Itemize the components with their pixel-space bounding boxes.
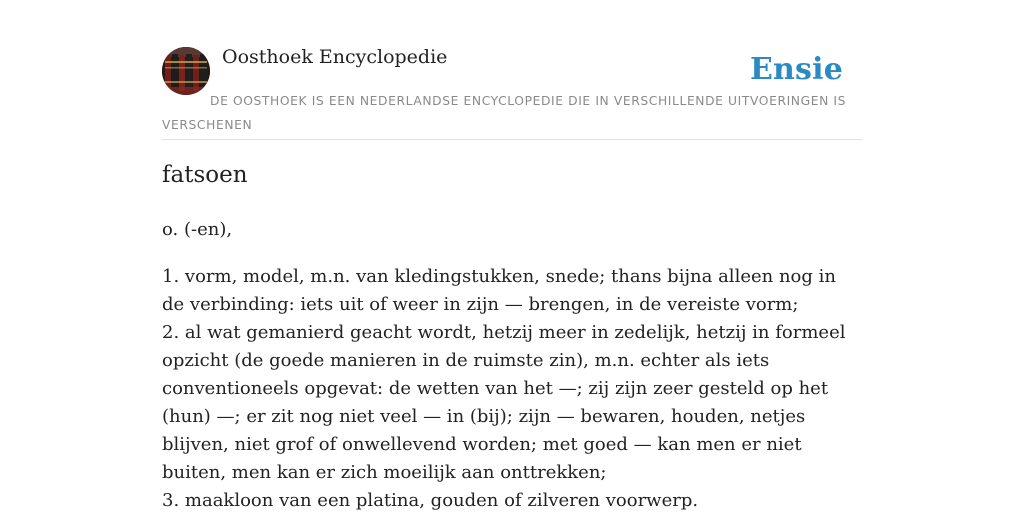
page-container (162, 0, 862, 512)
header-divider (162, 139, 862, 140)
books-icon[interactable] (162, 47, 210, 95)
site-title-link[interactable]: Oosthoek Encyclopedie (222, 46, 448, 68)
definition-sense-2: 2. al wat gemanierd geacht wordt, hetzij meer in zedelijk, hetzij in formeel opzicht (de goede manieren in de ruimste zin), m.n. echter als iets conventioneels opgevat: de wetten van het —; zij zijn zeer gesteld op het (hun) —; er zit nog niet veel — in (bij); zijn — bewaren, houden, netjes blijven, niet grof of onwellevend worden; met goed — kan men er niet buiten, men kan er zich moeilijk aan onttrekken; (162, 322, 846, 483)
entry-headword: fatsoen (162, 162, 248, 188)
definition-sense-3: 3. maakloon van een platina, gouden of zilveren voorwerp. (162, 490, 699, 511)
definition-sense-1: 1. vorm, model, m.n. van kledingstukken, snede; thans bijna alleen nog in de verbinding: iets uit of weer in zijn — brengen, in de vereiste vorm; (162, 266, 836, 315)
site-tagline: DE OOSTHOEK IS EEN NEDERLANDSE ENCYCLOPEDIE DIE IN VERSCHILLENDE UITVOERINGEN IS VERSCHENEN (162, 94, 847, 132)
brand-logo-link[interactable]: Ensie (749, 52, 843, 87)
entry-definition (162, 263, 862, 512)
entry-grammar: o. (-en), (162, 219, 233, 240)
